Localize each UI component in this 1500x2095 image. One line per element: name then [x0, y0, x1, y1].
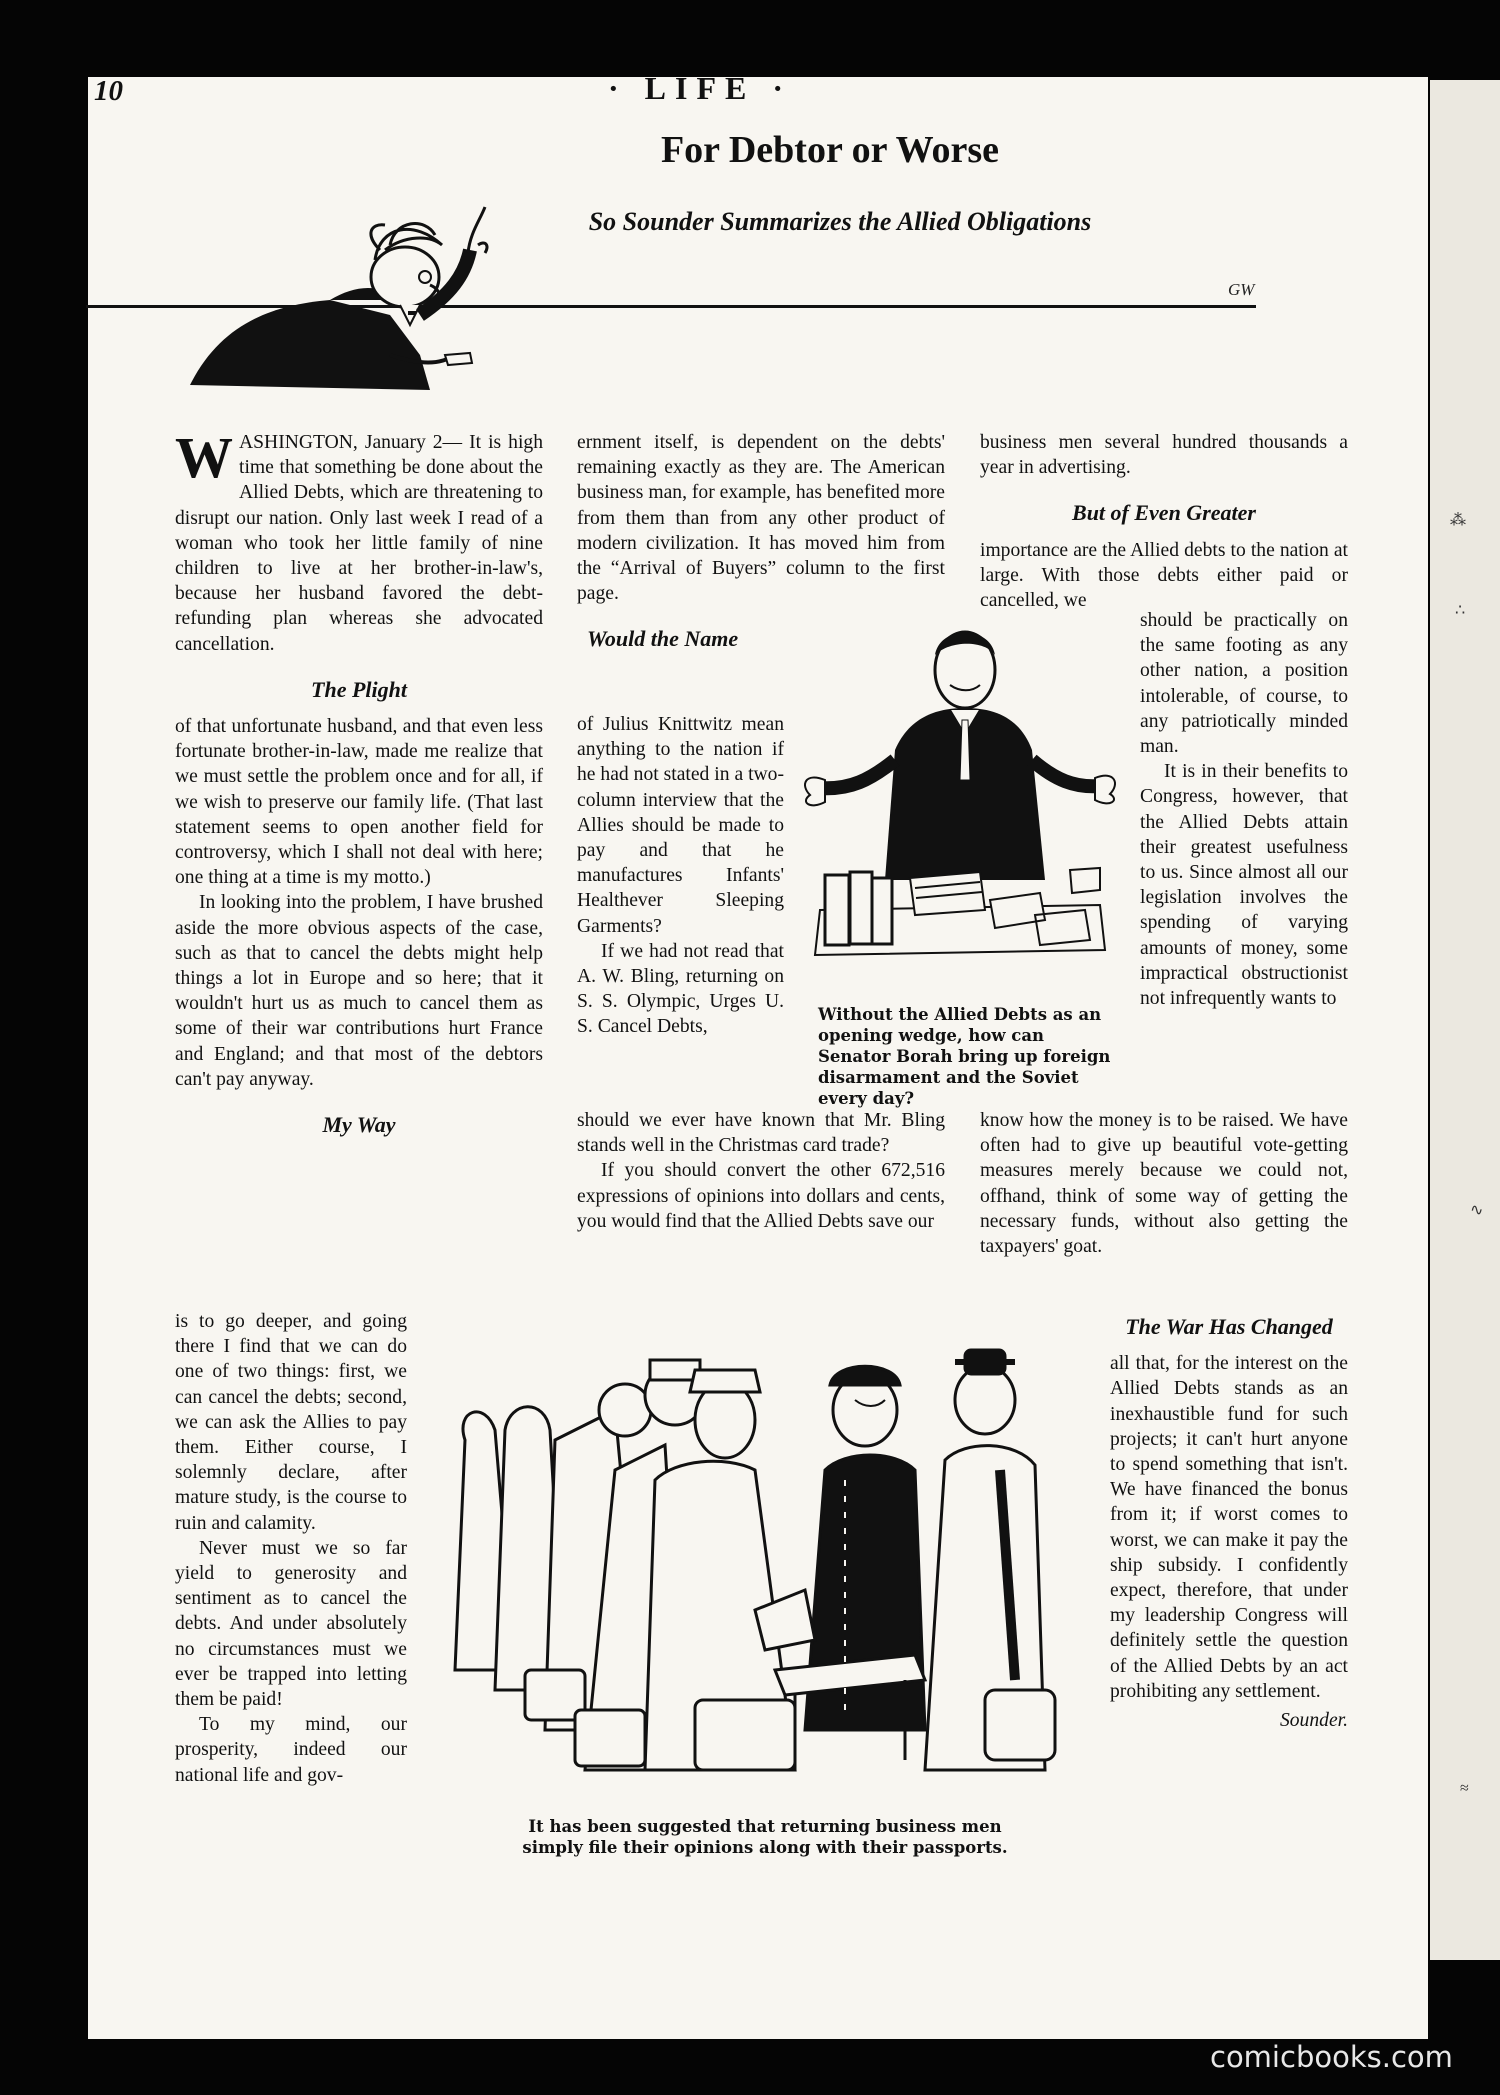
- subhead-my-way: My Way: [322, 1112, 396, 1138]
- article-column-1-narrow: [175, 1309, 407, 1788]
- paragraph: business men several hundred thousands a year in advertising.: [980, 432, 1348, 479]
- senator-caption: Without the Allied Debts as an opening wedge, how can Senator Borah bring up foreign disarmament and the Soviet every day?: [818, 1005, 1111, 1108]
- paragraph: ernment itself, is dependent on the debts' remaining exactly as they are. The American business man, for example, has benefited more from them than from any other product of modern civilization. It has moved him from the “Arrival of Buyers” column to the first page.: [577, 432, 945, 605]
- page-number: 10: [94, 75, 123, 107]
- article-column-2-narrow: [577, 712, 784, 1040]
- paragraph: To my mind, our prosperity, indeed our national life and gov-: [175, 1714, 407, 1786]
- senator-cartoon-illustration: [800, 610, 1120, 990]
- paragraph: should be practically on the same footing as any other nation, a position intolerable, of course, to any patriotically minded man.: [1140, 610, 1348, 758]
- author-signoff: Sounder.: [1279, 1710, 1348, 1732]
- header-cartoon-illustration: [180, 205, 540, 395]
- opening-paragraph: [175, 425, 543, 657]
- paragraph: It is in their benefits to Congress, however, that the Allied Debts attain their greatest usefulness to us. Since almost all our legislation involves the spending of varying amounts of money, some impractical obstructionist not infrequently wants to: [1140, 761, 1348, 1010]
- subhead-would-the-name: Would the Name: [587, 626, 739, 652]
- paragraph: If we had not read that A. W. Bling, returning on S. S. Olympic, Urges U. S. Cancel Debts,: [577, 940, 784, 1038]
- paragraph: of that unfortunate husband, and that even less fortunate brother-in-law, made me realize that we must settle the problem once and for all, if we wish to preserve our family life. (That last statement seems to open another field for controversy, which I shall not deal with here; one thing at a time is my motto.): [175, 716, 543, 889]
- paragraph: importance are the Allied debts to the nation at large. With those debts either paid or cancelled, we: [980, 539, 1348, 612]
- article-column-2-bottom: [577, 1108, 945, 1234]
- article-subhead: So Sounder Summarizes the Allied Obligations: [588, 207, 1092, 236]
- paragraph: is to go deeper, and going there I find that we can do one of two things: first, we can cancel the debts; second, we can ask the Allies to pay them. Either course, I solemnly declare, after mature study, is the course to ruin and calamity.: [175, 1311, 407, 1534]
- paragraph: know how the money is to be raised. We have often had to give up beautiful vote-getting measures merely because we could not, offhand, think of some way of getting the necessary funds, without also getting the taxpayers' goat.: [980, 1110, 1348, 1258]
- paragraph: Never must we so far yield to generosity and sentiment as to cancel the debts. And under absolutely no circumstances must we ever be trapped into letting them be paid!: [175, 1537, 407, 1711]
- business-men-passports-illustration: [425, 1350, 1095, 1800]
- paragraph: In looking into the problem, I have brushed aside the more obvious aspects of the case, such as that to cancel the debts might help things a lot in Europe and so here; that it wouldn't hurt us as much to cancel them as some of their war contributions hurt France and England; and that most of the debtors can't pay anyway.: [175, 892, 543, 1090]
- article-column-3-top: [980, 430, 1348, 613]
- article-column-3-bottom: [1110, 1300, 1348, 1733]
- article-column-1: [175, 425, 543, 1149]
- article-column-3-mid: [980, 1108, 1348, 1259]
- paragraph: of Julius Knittwitz mean anything to the nation if he had not stated in a two-column interview that the Allies should be made to pay and that he manufactures Infants' Healthever Sleeping Garments?: [577, 714, 784, 937]
- passports-caption: It has been suggested that returning business men simply file their opinions along with their passports.: [522, 1817, 1008, 1857]
- paragraph: If you should convert the other 672,516 expressions of opinions into dollars and cents, you would find that the Allied Debts save our: [577, 1160, 945, 1232]
- article-column-3-narrow: [1140, 608, 1348, 1011]
- drop-cap: W: [175, 425, 233, 490]
- article-headline: For Debtor or Worse: [660, 129, 1000, 171]
- subhead-the-war-has-changed: The War Has Changed: [1125, 1314, 1333, 1339]
- facing-page-edge: ⁂ ∴ ∿ ≈: [1430, 80, 1500, 1960]
- artist-signature: GW: [1228, 280, 1255, 299]
- subhead-but-of-even-greater: But of Even Greater: [1072, 500, 1256, 526]
- subhead-the-plight: The Plight: [311, 676, 407, 702]
- magazine-title: · LIFE ·: [607, 70, 793, 106]
- site-watermark: comicbooks.com: [1210, 2040, 1453, 2074]
- paragraph: all that, for the interest on the Allied Debts stands as an inexhaustible fund for such projects; it can't hurt anyone to spend something that isn't. We have financed the bonus from it; if worst comes to worst, we can make it pay the ship subsidy. I confidently expect, therefore, that under my leadership Congress will definitely settle the question of the Allied Debts by an act prohibiting any settlement.: [1110, 1353, 1348, 1702]
- paragraph: should we ever have known that Mr. Bling stands well in the Christmas card trade?: [577, 1110, 945, 1157]
- opening-text: ASHINGTON, January 2— It is high time that something be done about the Allied Debts, which are threatening to disrupt our nation. Only last week I read of a woman who took her little family of nine children to live at her brother-in-law's, because her husband favored the debt-refunding plan whereas she advocated cancellation.: [175, 432, 543, 655]
